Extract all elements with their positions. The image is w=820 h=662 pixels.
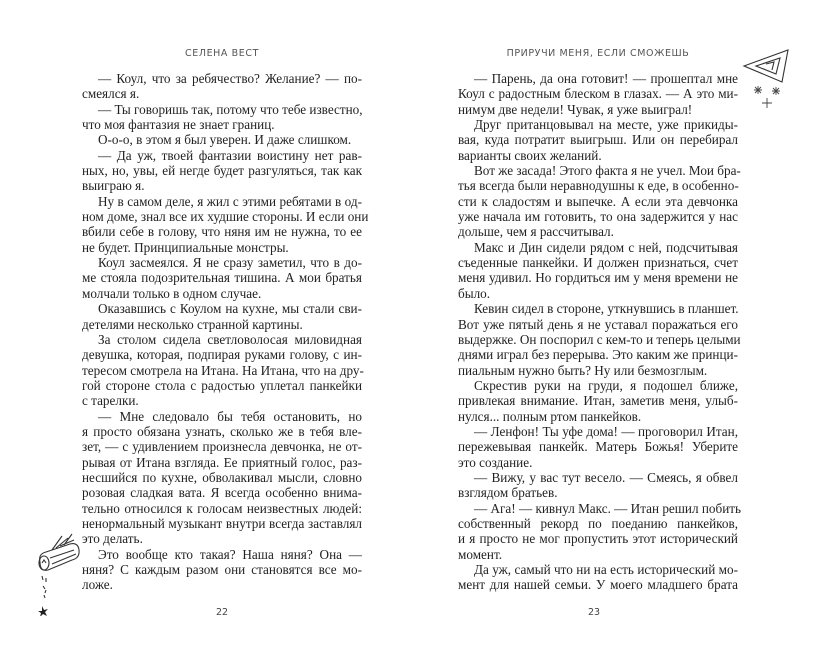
paragraph <box>82 71 362 102</box>
text-line: Да уж, самый что ни на есть исторический мо- <box>474 562 738 577</box>
text-line: с тарелки. <box>82 393 139 409</box>
text-line: девушка, которая, подпирая руками голову, с ин- <box>82 347 362 363</box>
paragraph <box>458 240 738 301</box>
log-doodle-icon <box>34 532 84 616</box>
text-line: Коул засмеялся. Я не сразу заметил, что в до- <box>98 255 362 271</box>
text-line: ме стояла подозрительная тишина. А мои братья <box>82 270 362 286</box>
text-line: рывая от Итана взгляда. Ее приятный голос, раз- <box>82 454 362 470</box>
text-line: это создание. <box>458 454 533 470</box>
text-line: собственный рекорд по поеданию панкейков, <box>458 515 738 531</box>
text-line: детелями несколько странной картины. <box>82 316 303 332</box>
paragraph <box>458 562 738 593</box>
text-line: тересом смотрела на Итана. На Итана, что на дру- <box>82 362 364 378</box>
text-line: Друг пританцовывал на месте, уже прикиды- <box>474 117 738 133</box>
page-number: 23 <box>588 607 601 618</box>
text-line: Это вообще кто такая? Наша няня? Она — <box>98 546 362 562</box>
text-line: ном доме, знал все их худшие стороны. И если они <box>82 209 369 225</box>
text-line: зет, — с удивлением произнесла девчонка, не от- <box>82 439 362 455</box>
paragraph <box>458 500 742 562</box>
text-line: ных, но, увы, ей негде будет разгуляться, так как <box>82 163 362 179</box>
text-line: — Парень, да она готовит! — прошептал мне <box>474 71 738 86</box>
paragraph <box>82 409 362 547</box>
text-line: — Вижу, у вас тут весело. — Смеясь, я обвел <box>474 469 738 485</box>
text-line: варианты своих желаний. <box>458 147 602 163</box>
text-line: тельно относился к голосам неизвестных людей: <box>82 500 362 516</box>
paragraph <box>458 424 738 470</box>
text-line: несшийся по кухне, обволакивал мысли, словно <box>82 469 362 485</box>
text-line: не будет. Принципиальные монстры. <box>82 239 289 255</box>
text-line: что моя фантазия не знает границ. <box>82 117 275 133</box>
running-header-author: СЕЛЕНА ВЕСТ <box>185 48 259 59</box>
text-line: и я просто не мог пропустить этот исторический <box>458 531 738 547</box>
paragraph <box>82 102 362 133</box>
text-line: Коул с радостным блеском в глазах. — А это ми- <box>458 86 738 102</box>
text-line: дольше, чем я рассчитывал. <box>458 224 614 240</box>
right-page <box>410 0 820 662</box>
text-line: За столом сидела светловолосая миловидная <box>98 331 362 347</box>
paragraph <box>82 132 362 147</box>
text-line: вая, куда потратит выигрыш. Или он перебирал <box>458 132 738 148</box>
text-line: розовая сладкая вата. Я всегда особенно внима- <box>82 485 362 501</box>
text-line: — Ага! — кивнул Макс. — Итан решил побить <box>474 500 742 516</box>
paragraph <box>458 117 738 163</box>
page-body-text <box>82 71 369 593</box>
sparkles-doodle-icon <box>750 84 786 110</box>
text-line: днями играл без перерыва. Это каким же принци- <box>458 347 738 363</box>
text-line: пиальным нужно быть? Ну или безмозглым. <box>458 362 708 378</box>
text-line: — Да уж, твоей фантазии воистину нет рав- <box>98 147 362 163</box>
text-line: пережевывая панкейк. Матерь Божья! Уберите <box>458 439 738 455</box>
text-line: О-о-о, в этом я был уверен. И даже слишком. <box>98 132 352 148</box>
text-line: момент. <box>458 546 503 562</box>
paragraph <box>458 301 741 378</box>
text-line: молчали только в одном случае. <box>82 285 262 301</box>
text-line: я просто обязана узнать, сколько же в тебя вле- <box>82 423 362 439</box>
text-line: Кевин сидел в стороне, уткнувшись в планшет. <box>474 301 739 317</box>
text-line: вбили себе в голову, что няня им не нужна, то ее <box>82 224 362 240</box>
text-line: тья всегда были неравнодушны к еде, в особенно- <box>458 178 739 194</box>
text-line: меня удивил. Но гордиться им у меня времени не <box>458 270 738 286</box>
text-line: Оказавшись с Коулом на кухне, мы стали сви- <box>98 301 362 317</box>
page-number: 22 <box>216 607 229 618</box>
paragraph <box>458 378 738 424</box>
page-body-text <box>458 71 742 593</box>
text-line: привлекая внимание. Итан, заметив меня, улыб- <box>458 393 738 409</box>
text-line: было. <box>458 285 491 301</box>
text-line: мент для нашей семьи. У моего младшего брата <box>458 577 738 593</box>
text-line: Вот же засада! Этого факта я не учел. Мои бра- <box>474 163 741 179</box>
text-line: нимум две недели! Чувак, я уже выиграл! <box>458 101 693 117</box>
triangle-doodle-icon <box>742 48 792 84</box>
text-line: Макс и Дин сидели рядом с ней, подсчитывая <box>474 239 738 255</box>
text-line: — Ленфон! Ты уфе дома! — проговорил Итан, <box>474 423 738 439</box>
text-line: сти к сладостям и выпечке. А если эта девчонка <box>458 193 738 209</box>
text-line: Ну в самом деле, я жил с этими ребятами в од- <box>98 193 362 209</box>
paragraph <box>82 332 362 409</box>
text-line: Вот уже пятый день я не уставал поражаться его <box>458 316 738 332</box>
paragraph <box>82 255 362 301</box>
paragraph <box>82 193 369 255</box>
paragraph <box>82 547 362 593</box>
text-line: смеялся я. <box>82 86 140 102</box>
text-line: — Мне следовало бы тебя остановить, но <box>98 408 362 424</box>
text-line: ненормальный музыкант внутри всегда заставлял <box>82 515 362 531</box>
paragraph <box>458 470 738 501</box>
text-line: гой стороне стола с радостью уплетал панкейки <box>82 377 362 393</box>
text-line: съеденные панкейки. И должен признаться, счет <box>458 255 738 271</box>
text-line: выиграю я. <box>82 178 145 194</box>
paragraph <box>458 163 741 240</box>
text-line: — Ты говоришь так, потому что тебе известно, <box>98 101 363 117</box>
text-line: нулся... полным ртом панкейков. <box>458 408 642 424</box>
text-line: Скрестив руки на груди, я подошел ближе, <box>474 377 738 393</box>
paragraph <box>82 301 362 332</box>
text-line: это делать. <box>82 531 143 547</box>
text-line: взглядом братьев. <box>458 485 558 501</box>
text-line: — Коул, что за ребячество? Желание? — по- <box>98 71 362 86</box>
paragraph <box>458 71 738 117</box>
text-line: уже начала им готовить, то она задержится у нас <box>458 209 738 225</box>
text-line: няня? С каждым разом они становятся все мо- <box>82 562 362 577</box>
text-line: ложе. <box>82 577 113 593</box>
text-line: выдержке. Он поспорил с кем-то и теперь целыми <box>458 331 741 347</box>
paragraph <box>82 148 362 194</box>
running-header-title: ПРИРУЧИ МЕНЯ, ЕСЛИ СМОЖЕШЬ <box>506 48 690 59</box>
